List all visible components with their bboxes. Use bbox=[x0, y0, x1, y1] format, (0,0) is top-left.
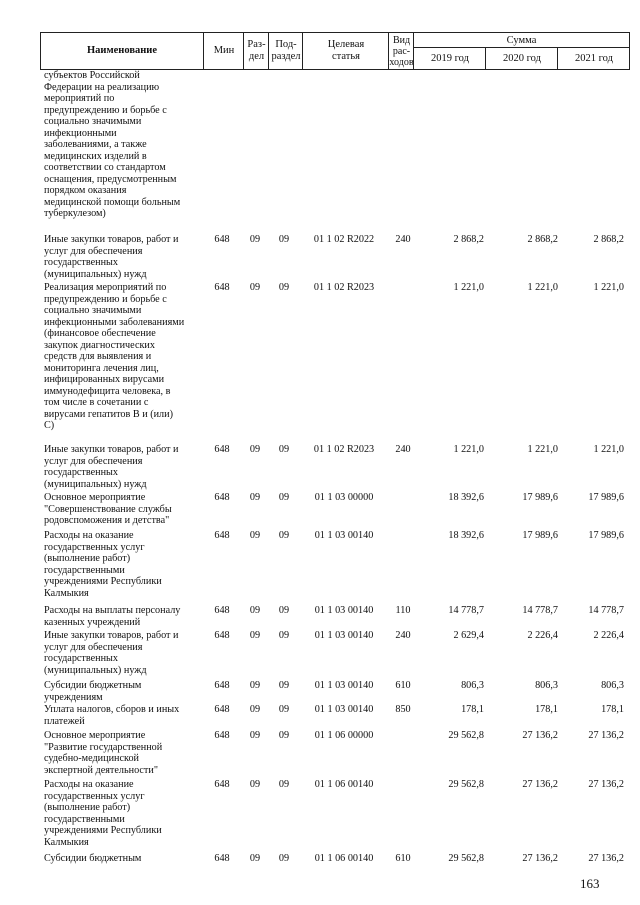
row-razdel: 09 bbox=[249, 282, 261, 293]
row-podrazdel: 09 bbox=[278, 730, 290, 741]
row-sum-2020: 1 221,0 bbox=[527, 282, 558, 293]
row-podrazdel: 09 bbox=[278, 530, 290, 541]
row-name: Расходы на выплаты персоналу казенных учреждений bbox=[44, 605, 181, 628]
row-sum-2019: 806,3 bbox=[461, 680, 484, 691]
row-vid: 240 bbox=[395, 630, 411, 641]
row-name: Основное мероприятие "Совершенствование службы родовспоможения и детства" bbox=[44, 492, 172, 526]
row-target: 01 1 03 00140 bbox=[314, 605, 374, 616]
row-razdel: 09 bbox=[249, 730, 261, 741]
row-razdel: 09 bbox=[249, 444, 261, 455]
row-sum-2021: 17 989,6 bbox=[588, 530, 624, 541]
row-min: 648 bbox=[214, 444, 230, 455]
row-sum-2019: 1 221,0 bbox=[453, 282, 484, 293]
row-podrazdel: 09 bbox=[278, 444, 290, 455]
row-podrazdel: 09 bbox=[278, 680, 290, 691]
row-sum-2020: 806,3 bbox=[535, 680, 558, 691]
row-razdel: 09 bbox=[249, 234, 261, 245]
row-sum-2019: 18 392,6 bbox=[448, 492, 484, 503]
row-podrazdel: 09 bbox=[278, 779, 290, 790]
row-sum-2019: 178,1 bbox=[461, 704, 484, 715]
row-min: 648 bbox=[214, 704, 230, 715]
row-sum-2019: 29 562,8 bbox=[448, 853, 484, 864]
header-sum: Сумма bbox=[413, 33, 629, 48]
row-podrazdel: 09 bbox=[278, 234, 290, 245]
row-vid: 850 bbox=[395, 704, 411, 715]
row-razdel: 09 bbox=[249, 680, 261, 691]
row-min: 648 bbox=[214, 530, 230, 541]
row-target: 01 1 02 R2023 bbox=[313, 282, 375, 293]
header-name: Наименование bbox=[87, 45, 157, 56]
page-number: 163 bbox=[580, 876, 600, 891]
row-sum-2020: 27 136,2 bbox=[522, 853, 558, 864]
row-target: 01 1 06 00140 bbox=[314, 853, 374, 864]
header-min: Мин bbox=[203, 33, 244, 69]
row-sum-2021: 17 989,6 bbox=[588, 492, 624, 503]
row-vid: 610 bbox=[395, 853, 411, 864]
row-vid: 110 bbox=[395, 605, 411, 616]
row-sum-2019: 29 562,8 bbox=[448, 730, 484, 741]
row-target: 01 1 02 R2023 bbox=[313, 444, 375, 455]
row-sum-2019: 14 778,7 bbox=[448, 605, 484, 616]
row-sum-2020: 27 136,2 bbox=[522, 730, 558, 741]
row-name: Субсидии бюджетным учреждениям bbox=[44, 680, 142, 703]
row-name: Основное мероприятие "Развитие государственной судебно-медицинской экспертной деятельности" bbox=[44, 730, 163, 776]
row-sum-2020: 2 868,2 bbox=[527, 234, 558, 245]
header-year-2021: 2021 год bbox=[557, 47, 630, 69]
row-sum-2020: 17 989,6 bbox=[522, 492, 558, 503]
header-target: Целевая статья bbox=[302, 33, 389, 69]
row-podrazdel: 09 bbox=[278, 605, 290, 616]
header-razdel: Раз- дел bbox=[243, 33, 269, 69]
row-razdel: 09 bbox=[249, 492, 261, 503]
row-min: 648 bbox=[214, 234, 230, 245]
row-min: 648 bbox=[214, 282, 230, 293]
row-name: Субсидии бюджетным bbox=[44, 853, 142, 864]
row-sum-2021: 178,1 bbox=[601, 704, 624, 715]
row-sum-2020: 17 989,6 bbox=[522, 530, 558, 541]
row-razdel: 09 bbox=[249, 853, 261, 864]
row-target: 01 1 06 00140 bbox=[314, 779, 374, 790]
row-target: 01 1 02 R2022 bbox=[313, 234, 375, 245]
row-sum-2021: 1 221,0 bbox=[593, 444, 624, 455]
row-razdel: 09 bbox=[249, 605, 261, 616]
row-sum-2021: 27 136,2 bbox=[588, 730, 624, 741]
row-name: Иные закупки товаров, работ и услуг для обеспечения государственных (муниципальных) нужд bbox=[44, 444, 179, 490]
row-vid: 240 bbox=[395, 444, 411, 455]
row-name: Реализация мероприятий по предупреждению и борьбе с социально значимыми инфекционными заболеваниями (финансовое обеспечение закупок диагностических средств для выявления и мониторинга лечения лиц, инфицированных вирусами иммунодефицита человека, в том числе в сочетании с вирусами гепатитов В и (или) С) bbox=[44, 282, 185, 431]
row-razdel: 09 bbox=[249, 704, 261, 715]
row-min: 648 bbox=[214, 680, 230, 691]
row-sum-2019: 2 868,2 bbox=[453, 234, 484, 245]
row-target: 01 1 03 00140 bbox=[314, 630, 374, 641]
row-sum-2021: 1 221,0 bbox=[593, 282, 624, 293]
table-header bbox=[40, 32, 630, 70]
row-razdel: 09 bbox=[249, 630, 261, 641]
row-sum-2020: 178,1 bbox=[535, 704, 558, 715]
row-sum-2019: 2 629,4 bbox=[453, 630, 484, 641]
row-podrazdel: 09 bbox=[278, 853, 290, 864]
row-target: 01 1 03 00140 bbox=[314, 680, 374, 691]
row-razdel: 09 bbox=[249, 530, 261, 541]
row-target: 01 1 03 00000 bbox=[314, 492, 374, 503]
row-sum-2020: 27 136,2 bbox=[522, 779, 558, 790]
row-podrazdel: 09 bbox=[278, 704, 290, 715]
row-sum-2019: 1 221,0 bbox=[453, 444, 484, 455]
row-min: 648 bbox=[214, 630, 230, 641]
row-target: 01 1 03 00140 bbox=[314, 704, 374, 715]
header-year-2019: 2019 год bbox=[413, 47, 486, 69]
row-sum-2021: 14 778,7 bbox=[588, 605, 624, 616]
row-target: 01 1 06 00000 bbox=[314, 730, 374, 741]
row-min: 648 bbox=[214, 605, 230, 616]
row-min: 648 bbox=[214, 853, 230, 864]
row-vid: 610 bbox=[395, 680, 411, 691]
row-name: Расходы на оказание государственных услуг (выполнение работ) государственными учреждениями Республики Калмыкия bbox=[44, 530, 162, 599]
row-name: Расходы на оказание государственных услуг (выполнение работ) государственными учреждениями Республики Калмыкия bbox=[44, 779, 162, 848]
row-sum-2019: 18 392,6 bbox=[448, 530, 484, 541]
row-podrazdel: 09 bbox=[278, 492, 290, 503]
row-podrazdel: 09 bbox=[278, 630, 290, 641]
row-sum-2020: 1 221,0 bbox=[527, 444, 558, 455]
row-sum-2021: 2 226,4 bbox=[593, 630, 624, 641]
row-sum-2021: 27 136,2 bbox=[588, 853, 624, 864]
row-sum-2021: 806,3 bbox=[601, 680, 624, 691]
row-min: 648 bbox=[214, 492, 230, 503]
row-sum-2021: 27 136,2 bbox=[588, 779, 624, 790]
row-min: 648 bbox=[214, 730, 230, 741]
row-name: Иные закупки товаров, работ и услуг для обеспечения государственных (муниципальных) нужд bbox=[44, 234, 179, 280]
header-year-2020: 2020 год bbox=[485, 47, 558, 69]
header-vid: Вид рас- ходов bbox=[389, 34, 414, 68]
row-podrazdel: 09 bbox=[278, 282, 290, 293]
row-razdel: 09 bbox=[249, 779, 261, 790]
row-sum-2019: 29 562,8 bbox=[448, 779, 484, 790]
row-min: 648 bbox=[214, 779, 230, 790]
row-target: 01 1 03 00140 bbox=[314, 530, 374, 541]
row-sum-2020: 14 778,7 bbox=[522, 605, 558, 616]
row-name: Иные закупки товаров, работ и услуг для обеспечения государственных (муниципальных) нужд bbox=[44, 630, 179, 676]
row-name: субъектов Российской Федерации на реализацию мероприятий по предупреждению и борьбе с социально значимыми инфекционными заболеваниями, а также медицинских изделий в соответствии со стандартом оснащения, предусмотренным порядком оказания медицинской помощи больным туберкулезом) bbox=[44, 70, 181, 219]
row-name: Уплата налогов, сборов и иных платежей bbox=[44, 704, 180, 727]
row-sum-2020: 2 226,4 bbox=[527, 630, 558, 641]
row-sum-2021: 2 868,2 bbox=[593, 234, 624, 245]
row-vid: 240 bbox=[395, 234, 411, 245]
header-podrazdel: Под- раздел bbox=[268, 33, 303, 69]
